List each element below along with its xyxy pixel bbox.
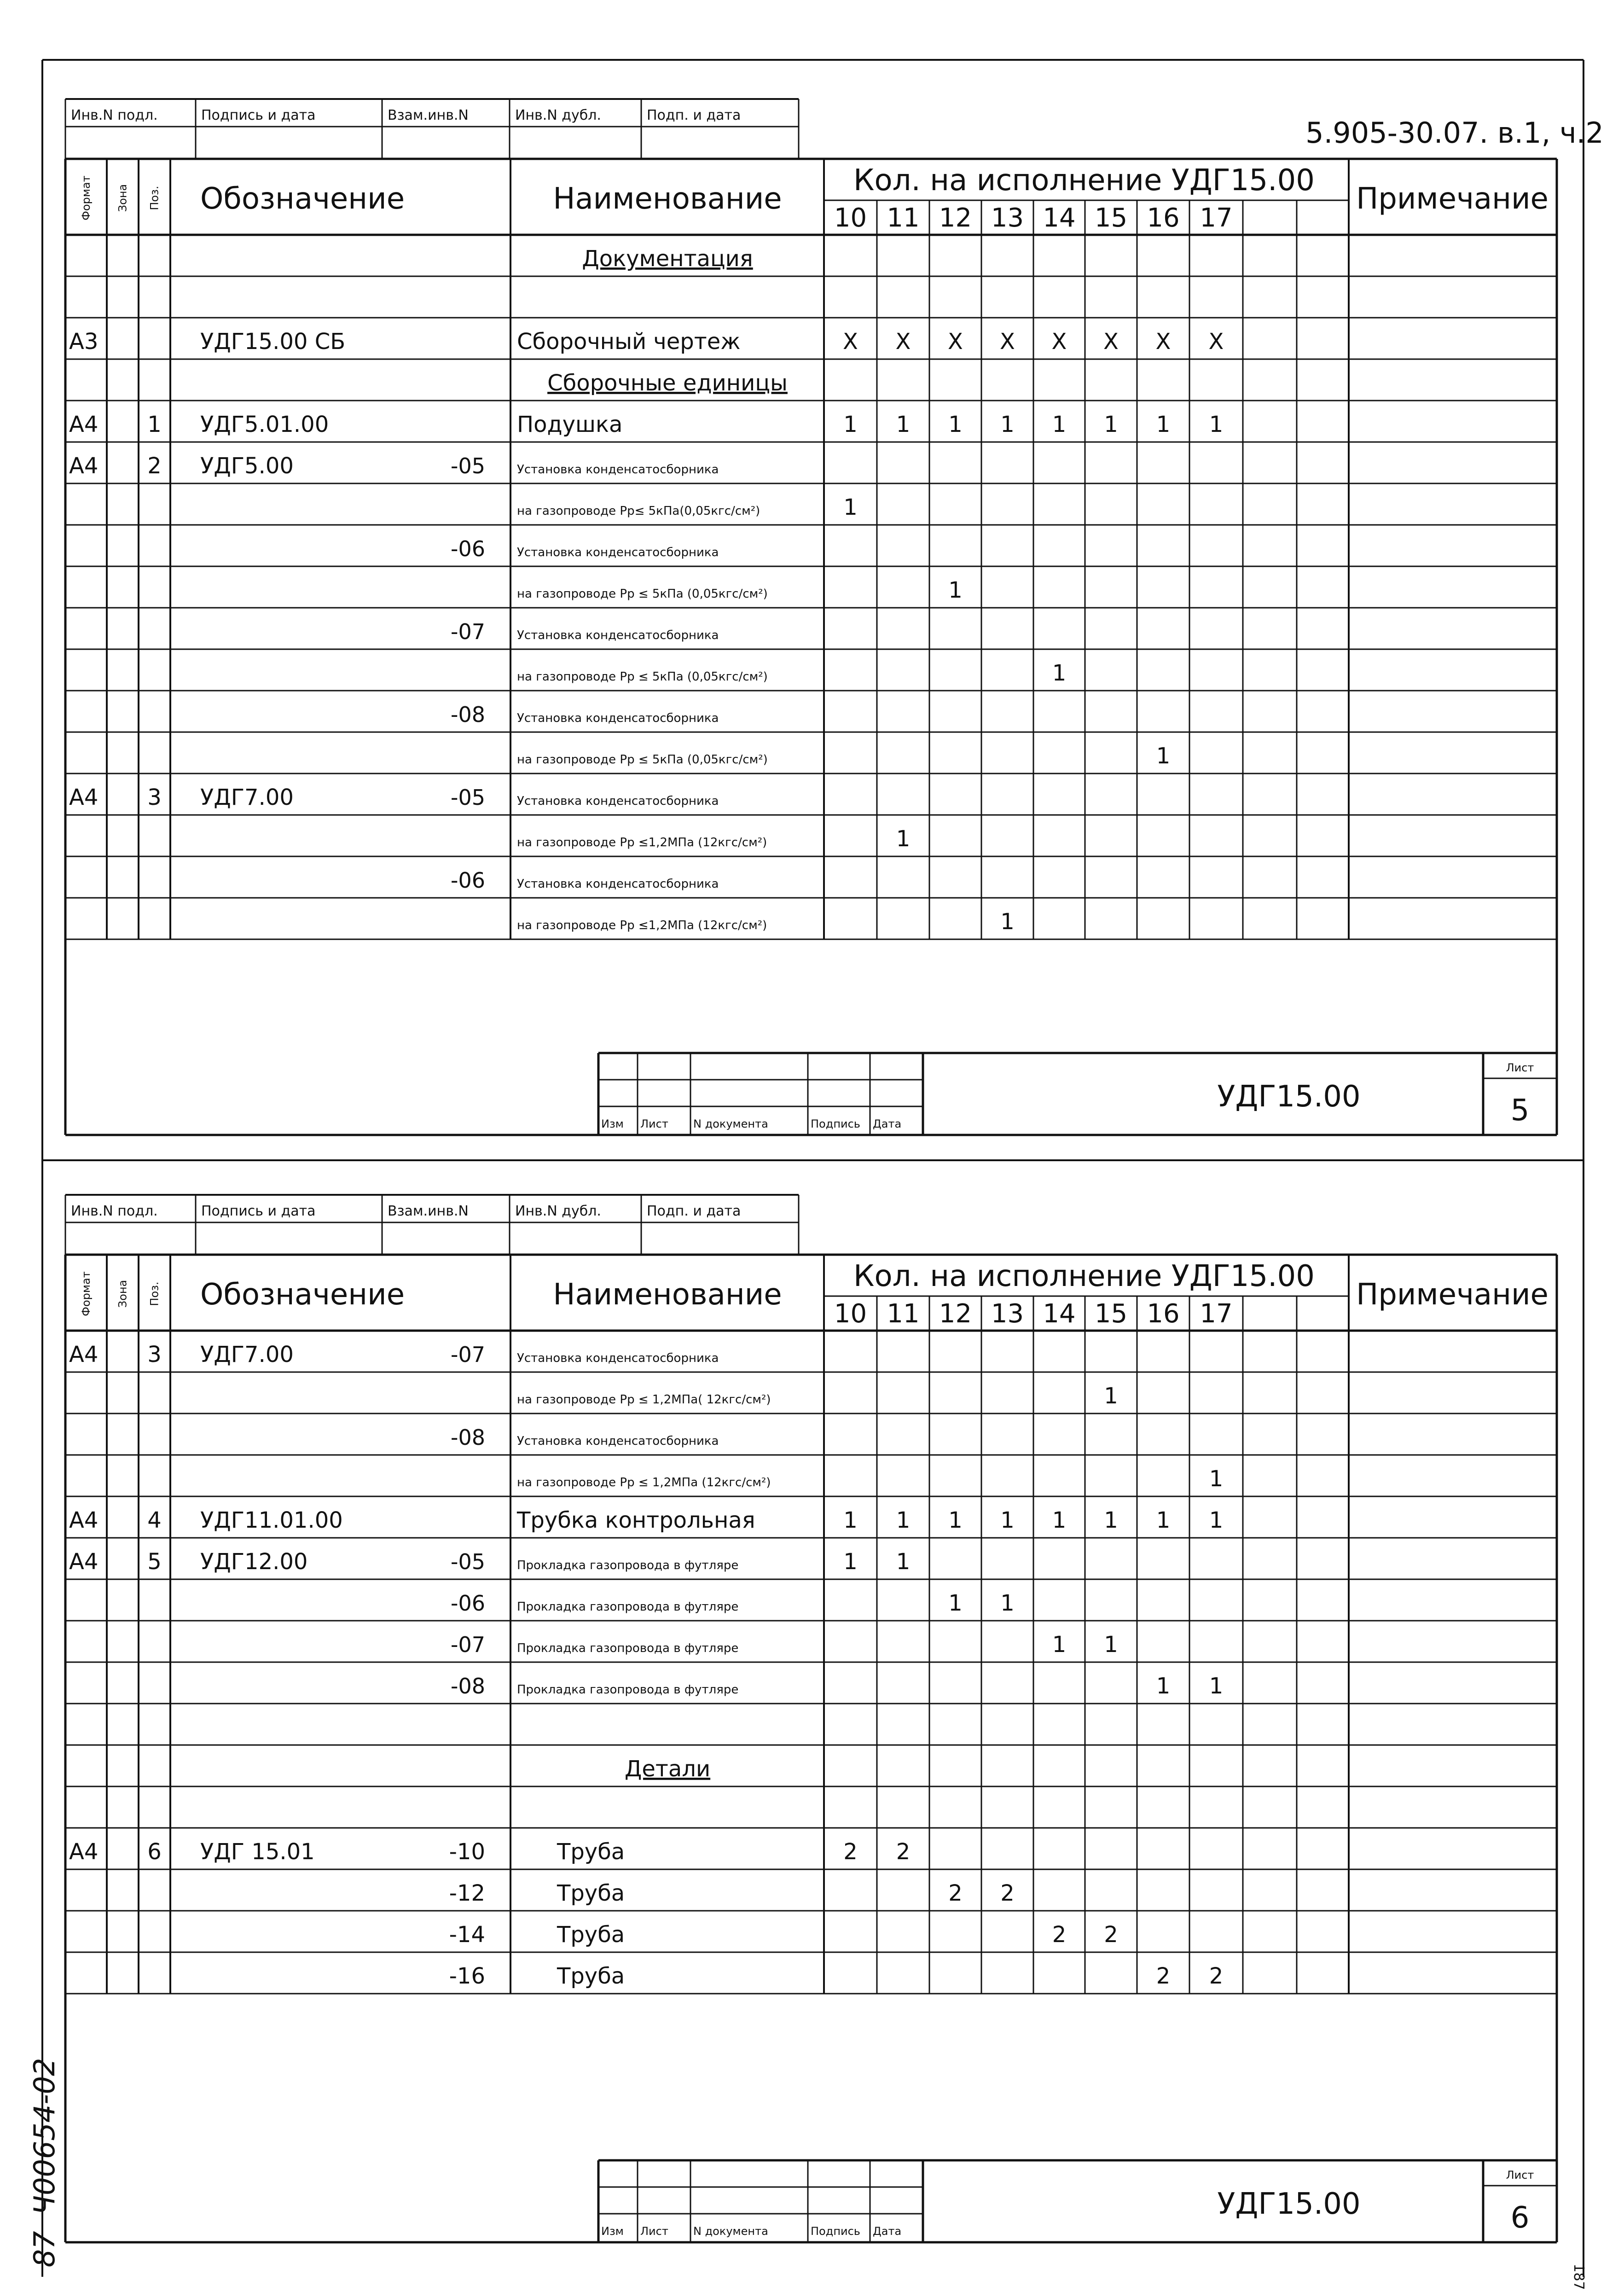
cell-name: Трубка контрольная xyxy=(517,1507,755,1533)
cell-qty: 1 xyxy=(948,412,963,437)
cell-qty: 1 xyxy=(1052,1507,1067,1533)
table-row xyxy=(65,1922,1557,1952)
variant-11: 11 xyxy=(887,1299,920,1329)
cell-qty: 1 xyxy=(1052,1632,1067,1658)
table-row xyxy=(65,536,1557,566)
stamp-label: Взам.инв.N xyxy=(388,1203,469,1219)
cell-format: А4 xyxy=(69,1342,99,1367)
variant-16: 16 xyxy=(1147,1299,1180,1329)
title-label: N документа xyxy=(693,1117,768,1130)
stamp-label: Инв.N дубл. xyxy=(515,1203,601,1219)
variant-16: 16 xyxy=(1147,203,1180,233)
table-row xyxy=(65,1466,1557,1496)
table-row xyxy=(65,1425,1557,1455)
header-format: Формат xyxy=(80,175,93,221)
variant-10: 10 xyxy=(834,1299,867,1329)
cell-version: -07 xyxy=(450,619,485,644)
variant-12: 12 xyxy=(939,1299,972,1329)
sheet-label: Лист xyxy=(1506,2169,1534,2181)
cell-qty: X xyxy=(1000,329,1015,355)
cell-version: -05 xyxy=(450,454,485,478)
header-name: Наименование xyxy=(553,1278,782,1312)
cell-qty: 1 xyxy=(1000,412,1015,437)
title-label: Лист xyxy=(640,2225,668,2238)
cell-qty: 1 xyxy=(1209,1507,1224,1533)
stamp-label: Инв.N подл. xyxy=(71,107,158,123)
cell-version: -14 xyxy=(449,1922,485,1948)
cell-version: -08 xyxy=(450,1674,485,1699)
cell-qty: 1 xyxy=(1104,412,1118,437)
side-archive-code: Ч00654-02 xyxy=(28,2058,61,2215)
title-label: Подпись xyxy=(811,1117,860,1130)
section-title: Документация xyxy=(582,246,753,272)
cell-version: -07 xyxy=(450,1632,485,1657)
cell-designation: УДГ7.00 xyxy=(200,785,294,810)
cell-name: Установка конденсатосборника xyxy=(517,463,719,477)
table-row xyxy=(65,1590,1557,1621)
cell-name: Установка конденсатосборника xyxy=(517,1351,719,1365)
table-row xyxy=(65,868,1557,898)
cell-designation: УДГ 15.01 xyxy=(200,1839,315,1865)
cell-version: -05 xyxy=(450,1549,485,1574)
cell-qty: 1 xyxy=(843,412,858,437)
table-row xyxy=(65,577,1557,608)
cell-designation: УДГ15.00 СБ xyxy=(200,329,346,355)
cell-qty: X xyxy=(1208,329,1224,355)
cell-version: -06 xyxy=(450,536,485,561)
cell-version: -10 xyxy=(449,1839,485,1865)
cell-version: -07 xyxy=(450,1342,485,1367)
cell-name: Установка конденсатосборника xyxy=(517,628,719,642)
cell-qty: 1 xyxy=(948,577,963,603)
cell-pos: 4 xyxy=(147,1507,162,1533)
cell-qty: X xyxy=(895,329,911,355)
spec-table xyxy=(65,1255,1557,2242)
cell-name: Установка конденсатосборника xyxy=(517,1434,719,1448)
cell-name: Сборочный чертеж xyxy=(517,329,741,355)
table-row xyxy=(65,702,1557,732)
cell-qty: 2 xyxy=(896,1839,911,1865)
cell-version: -12 xyxy=(449,1880,485,1906)
cell-format: А4 xyxy=(69,1839,99,1865)
variant-15: 15 xyxy=(1094,1299,1128,1329)
cell-pos: 6 xyxy=(147,1839,162,1865)
cell-format: А3 xyxy=(69,329,99,355)
table-row xyxy=(65,246,1557,276)
table-row xyxy=(65,785,1557,815)
table-row xyxy=(65,370,1557,401)
cell-name: Прокладка газопровода в футляре xyxy=(517,1559,739,1572)
cell-qty: 1 xyxy=(1104,1383,1118,1409)
table-row xyxy=(65,1880,1557,1911)
cell-qty: 1 xyxy=(843,494,858,520)
stamp-label: Инв.N подл. xyxy=(71,1203,158,1219)
doc-designation: УДГ15.00 xyxy=(1217,1080,1361,1114)
cell-qty: 1 xyxy=(1104,1507,1118,1533)
cell-pos: 3 xyxy=(147,785,162,810)
cell-name: Установка конденсатосборника xyxy=(517,546,719,559)
table-row xyxy=(65,1963,1557,1994)
header-zone: Зона xyxy=(116,1280,129,1308)
cell-name: на газопроводе Pр ≤ 1,2МПа( 12кгс/см²) xyxy=(517,1393,771,1407)
sheet-number: 6 xyxy=(1510,2201,1530,2235)
cell-name: Прокладка газопровода в футляре xyxy=(517,1683,739,1697)
spec-rows xyxy=(65,1342,1557,1994)
stamp-label: Подпись и дата xyxy=(201,1203,316,1219)
title-label: Изм xyxy=(601,1117,624,1130)
cell-qty: X xyxy=(948,329,963,355)
cell-name: Прокладка газопровода в футляре xyxy=(517,1641,739,1655)
section-title: Детали xyxy=(624,1756,711,1782)
cell-qty: 1 xyxy=(1156,412,1171,437)
cell-qty: 2 xyxy=(948,1880,963,1906)
cell-format: А4 xyxy=(69,412,99,437)
cell-format: А4 xyxy=(69,1549,99,1575)
document-code: 5.905-30.07. в.1, ч.2 xyxy=(1305,116,1604,150)
variant-17: 17 xyxy=(1200,1299,1233,1329)
title-label: Дата xyxy=(873,2225,902,2238)
table-row xyxy=(65,1673,1557,1704)
cell-qty: 1 xyxy=(1156,743,1171,769)
cell-format: А4 xyxy=(69,1507,99,1533)
cell-name: на газопроводе Pр≤ 5кПа(0,05кгс/см²) xyxy=(517,504,760,518)
cell-format: А4 xyxy=(69,453,99,479)
cell-qty: 1 xyxy=(1000,1507,1015,1533)
table-row xyxy=(65,412,1557,442)
cell-qty: 2 xyxy=(1156,1963,1171,1989)
sheet-label: Лист xyxy=(1506,1061,1534,1074)
cell-pos: 2 xyxy=(147,453,162,479)
cell-name: Установка конденсатосборника xyxy=(517,794,719,808)
title-block xyxy=(598,2160,1557,2242)
cell-qty: 1 xyxy=(1209,1673,1224,1699)
cell-designation: УДГ5.01.00 xyxy=(200,412,329,437)
cell-name: Труба xyxy=(557,1839,625,1865)
variant-10: 10 xyxy=(834,203,867,233)
cell-qty: 1 xyxy=(1000,1590,1015,1616)
stamp-strip xyxy=(65,99,799,159)
spec-rows xyxy=(65,246,1557,939)
header-format: Формат xyxy=(80,1271,93,1316)
cell-qty: 1 xyxy=(896,1507,911,1533)
cell-qty: 2 xyxy=(1052,1922,1067,1948)
cell-name: Прокладка газопровода в футляре xyxy=(517,1600,739,1614)
stamp-label: Подп. и дата xyxy=(647,1203,741,1219)
cell-qty: 1 xyxy=(896,1549,911,1575)
variant-12: 12 xyxy=(939,203,972,233)
cell-version: -05 xyxy=(450,785,485,810)
header-pos: Поз. xyxy=(148,1281,161,1306)
cell-qty: 2 xyxy=(843,1839,858,1865)
cell-designation: УДГ12.00 xyxy=(200,1549,308,1575)
stamp-label: Подпись и дата xyxy=(201,107,316,123)
variant-13: 13 xyxy=(991,203,1024,233)
table-row xyxy=(65,1756,1557,1786)
title-block xyxy=(598,1053,1557,1135)
cell-qty: 1 xyxy=(1209,412,1224,437)
cell-qty: 2 xyxy=(1209,1963,1224,1989)
table-row xyxy=(65,743,1557,774)
cell-qty: 1 xyxy=(1104,1632,1118,1658)
cell-name: на газопроводе Pр ≤1,2МПа (12кгс/см²) xyxy=(517,919,767,932)
title-label: Дата xyxy=(873,1117,902,1130)
cell-name: Труба xyxy=(557,1922,625,1948)
cell-qty: 1 xyxy=(896,826,911,852)
header-qty: Кол. на исполнение УДГ15.00 xyxy=(853,1259,1315,1293)
variant-13: 13 xyxy=(991,1299,1024,1329)
corner-page-number: 187 xyxy=(1571,2263,1587,2290)
table-row xyxy=(65,1342,1557,1372)
header-qty: Кол. на исполнение УДГ15.00 xyxy=(853,163,1315,198)
cell-qty: X xyxy=(1155,329,1171,355)
cell-qty: X xyxy=(1103,329,1119,355)
header-designation: Обозначение xyxy=(200,1278,405,1312)
cell-qty: 1 xyxy=(1052,660,1067,686)
cell-qty: 1 xyxy=(1156,1673,1171,1699)
title-label: Изм xyxy=(601,2225,624,2238)
cell-pos: 1 xyxy=(147,412,162,437)
table-row xyxy=(65,453,1557,483)
table-row xyxy=(65,1839,1557,1869)
variant-17: 17 xyxy=(1200,203,1233,233)
variant-14: 14 xyxy=(1043,1299,1076,1329)
header-zone: Зона xyxy=(116,184,129,212)
cell-name: на газопроводе Pр ≤ 5кПа (0,05кгс/см²) xyxy=(517,670,768,684)
side-page-number: 87 xyxy=(28,2231,61,2268)
section-title: Сборочные единицы xyxy=(547,370,788,396)
stamp-label: Взам.инв.N xyxy=(388,107,469,123)
doc-designation: УДГ15.00 xyxy=(1217,2187,1361,2221)
variant-11: 11 xyxy=(887,203,920,233)
sheet-1 xyxy=(65,99,1557,1135)
table-row xyxy=(65,1549,1557,1579)
header-note: Примечание xyxy=(1356,1278,1549,1312)
cell-version: -08 xyxy=(450,702,485,727)
cell-designation: УДГ5.00 xyxy=(200,453,294,479)
variant-15: 15 xyxy=(1094,203,1128,233)
table-row xyxy=(65,329,1557,359)
cell-name: на газопроводе Pр ≤ 5кПа (0,05кгс/см²) xyxy=(517,587,768,601)
sheet-2 xyxy=(65,1195,1557,2242)
cell-version: -08 xyxy=(450,1425,485,1450)
spec-table xyxy=(65,159,1557,1135)
title-label: Подпись xyxy=(811,2225,860,2238)
table-row xyxy=(65,909,1557,939)
cell-name: Подушка xyxy=(517,412,623,437)
stamp-strip xyxy=(65,1195,799,1255)
cell-name: Труба xyxy=(557,1963,625,1989)
cell-name: на газопроводе Pр ≤ 1,2МПа (12кгс/см²) xyxy=(517,1476,771,1489)
title-label: Лист xyxy=(640,1117,668,1130)
sheet-number: 5 xyxy=(1510,1094,1530,1128)
cell-qty: 1 xyxy=(843,1549,858,1575)
cell-qty: 1 xyxy=(896,412,911,437)
cell-qty: 1 xyxy=(1052,412,1067,437)
cell-qty: 1 xyxy=(1209,1466,1224,1492)
cell-pos: 5 xyxy=(147,1549,162,1575)
variant-14: 14 xyxy=(1043,203,1076,233)
cell-qty: 1 xyxy=(948,1507,963,1533)
cell-version: -06 xyxy=(450,868,485,893)
header-designation: Обозначение xyxy=(200,182,405,216)
cell-pos: 3 xyxy=(147,1342,162,1367)
cell-qty: 2 xyxy=(1000,1880,1015,1906)
cell-version: -06 xyxy=(450,1591,485,1616)
cell-qty: 1 xyxy=(1000,909,1015,935)
table-row xyxy=(65,826,1557,856)
header-pos: Поз. xyxy=(148,186,161,210)
cell-name: на газопроводе Pр ≤1,2МПа (12кгс/см²) xyxy=(517,836,767,849)
table-row xyxy=(65,660,1557,691)
cell-format: А4 xyxy=(69,785,99,810)
cell-name: Труба xyxy=(557,1880,625,1906)
cell-name: Установка конденсатосборника xyxy=(517,877,719,891)
table-row xyxy=(65,494,1557,525)
stamp-label: Подп. и дата xyxy=(647,107,741,123)
table-row xyxy=(65,619,1557,649)
table-row xyxy=(65,1383,1557,1414)
cell-designation: УДГ7.00 xyxy=(200,1342,294,1367)
header-note: Примечание xyxy=(1356,182,1549,216)
cell-qty: X xyxy=(843,329,858,355)
cell-designation: УДГ11.01.00 xyxy=(200,1507,343,1533)
cell-qty: X xyxy=(1051,329,1067,355)
cell-qty: 1 xyxy=(948,1590,963,1616)
cell-name: на газопроводе Pр ≤ 5кПа (0,05кгс/см²) xyxy=(517,753,768,767)
cell-qty: 1 xyxy=(843,1507,858,1533)
stamp-label: Инв.N дубл. xyxy=(515,107,601,123)
cell-qty: 2 xyxy=(1104,1922,1118,1948)
header-name: Наименование xyxy=(553,182,782,216)
table-row xyxy=(65,1507,1557,1538)
cell-name: Установка конденсатосборника xyxy=(517,711,719,725)
cell-qty: 1 xyxy=(1156,1507,1171,1533)
table-row xyxy=(65,1632,1557,1662)
title-label: N документа xyxy=(693,2225,768,2238)
cell-version: -16 xyxy=(449,1963,485,1989)
